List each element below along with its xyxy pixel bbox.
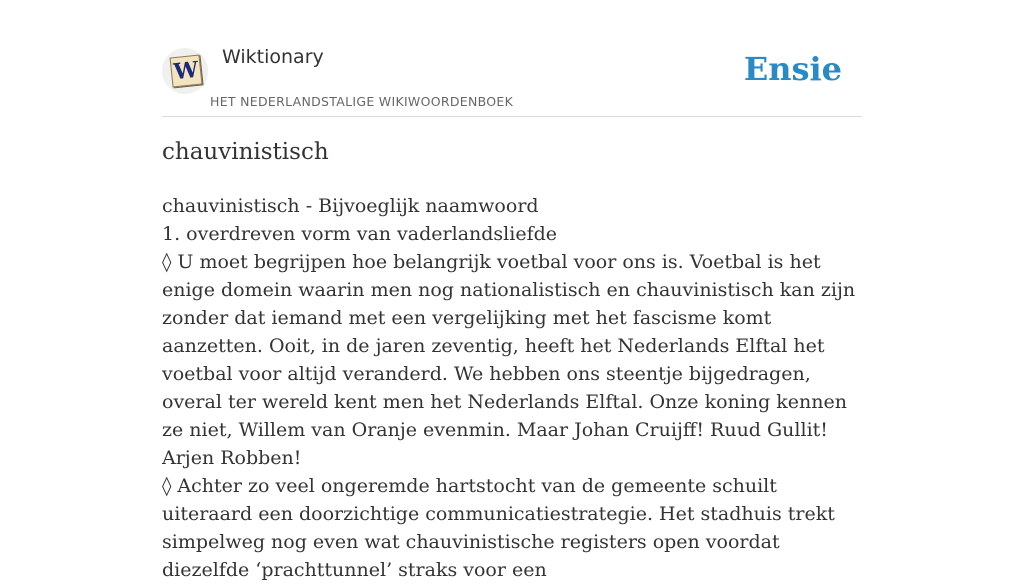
example-quote: ◊ U moet begrijpen hoe belangrijk voetbal voor ons is. Voetbal is het enige domein waarin men nog nationalistisch en chauvinistisch kan zijn zonder dat iemand met een vergelijking met het fascisme komt aanzetten. Ooit, in de jaren zeventig, heeft het Nederlands Elftal het voetbal voor altijd veranderd. We hebben ons steentje bijgedragen, overal ter wereld kent men het Nederlands Elftal. Onze koning kennen ze niet, Willem van Oranje evenmin. Maar Johan Cruijff! Ruud Gullit! Arjen Robben! (162, 251, 856, 469)
site-tagline: HET NEDERLANDSTALIGE WIKIWOORDENBOEK (210, 94, 514, 109)
page-title: chauvinistisch (162, 139, 329, 165)
site-header (162, 0, 862, 117)
definition: 1. overdreven vorm van vaderlandsliefde (162, 223, 558, 245)
entry-content (162, 192, 862, 584)
ensie-brand-link[interactable]: Ensie (743, 50, 842, 88)
wiktionary-logo-icon[interactable] (162, 48, 208, 94)
logo-tile: W (170, 55, 203, 88)
site-name[interactable]: Wiktionary (222, 46, 324, 68)
example-quote: ◊ Achter zo veel ongeremde hartstocht van de gemeente schuilt uiteraard een doorzichtige communicatiestrategie. Het stadhuis trekt simpelweg nog even wat chauvinistische registers open voordat diezelfde ‘prachttunnel’ straks voor een (162, 475, 835, 581)
entry-heading: chauvinistisch - Bijvoeglijk naamwoord (162, 195, 539, 217)
